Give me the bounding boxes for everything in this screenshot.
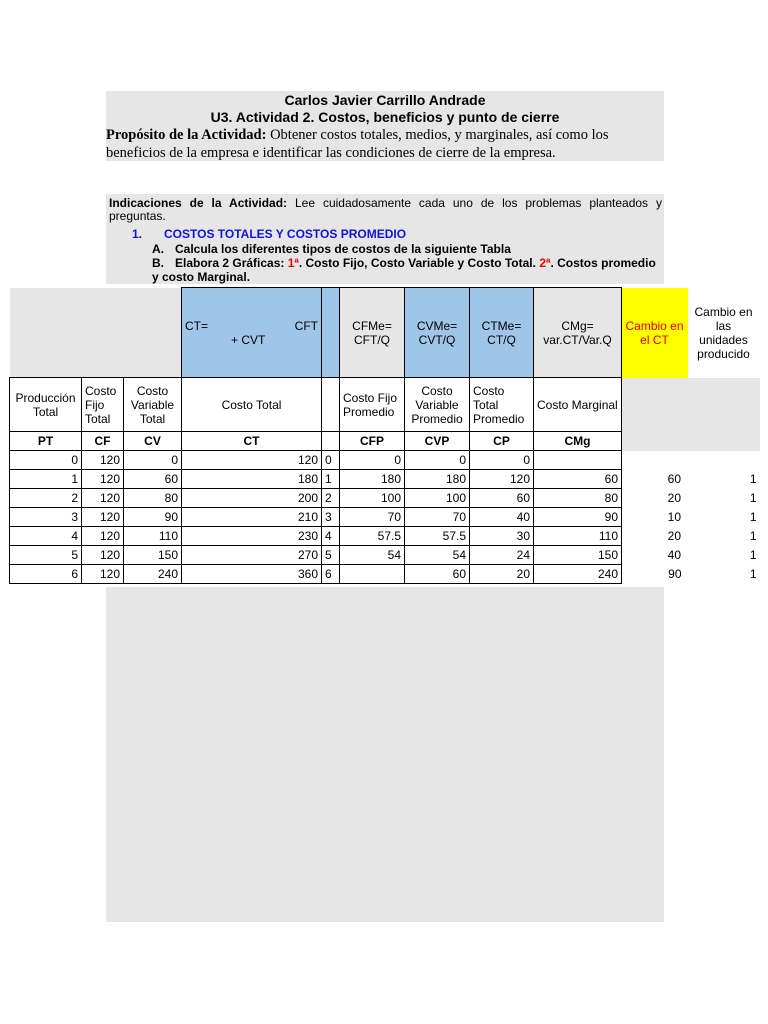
cell-q: 6 xyxy=(322,565,340,584)
cell-pt: 5 xyxy=(10,546,82,565)
cell-q: 4 xyxy=(322,527,340,546)
task-b-mid: . Costo Fijo, Costo Variable y Costo Total. xyxy=(298,256,540,270)
formula-ct-left: CT= xyxy=(185,318,209,333)
table-row xyxy=(10,470,760,489)
column-names-row xyxy=(10,378,760,432)
formula-ct-second: + CVT xyxy=(231,332,266,347)
blank-cell xyxy=(688,378,760,432)
cell-cambio-unidades: 1 xyxy=(749,510,757,524)
abbrev-row xyxy=(10,432,760,451)
cell-cambio-ct: 10 xyxy=(667,510,681,524)
col-name-blank xyxy=(322,378,340,432)
cell-cv: 150 xyxy=(124,546,182,565)
instructions-text: Lee cuidadosamente cada uno de los problemas planteados y preguntas. xyxy=(109,196,662,223)
cell-cambio-ct: 20 xyxy=(667,529,681,543)
cell-q: 2 xyxy=(322,489,340,508)
page-background-block xyxy=(106,587,664,922)
purpose-paragraph xyxy=(106,126,666,162)
cell-cambio-unidades xyxy=(688,451,760,470)
cell-cp: 24 xyxy=(470,546,534,565)
cell-cfp xyxy=(340,565,405,584)
cell-cfp: 54 xyxy=(340,546,405,565)
cell-cvp: 60 xyxy=(405,565,470,584)
cell-cmg: 240 xyxy=(534,565,622,584)
formula-cmg: CMg= var.CT/Var.Q xyxy=(534,288,622,378)
cell-cambio-unidades: 1 xyxy=(749,491,757,505)
task-b-letter: B. xyxy=(152,256,164,270)
cell-cmg: 150 xyxy=(534,546,622,565)
cell-q: 1 xyxy=(322,470,340,489)
cell-ct: 180 xyxy=(182,470,322,489)
cell-cv: 60 xyxy=(124,470,182,489)
cell-cfp: 180 xyxy=(340,470,405,489)
section-title: COSTOS TOTALES Y COSTOS PROMEDIO xyxy=(164,227,407,241)
cell-ct: 230 xyxy=(182,527,322,546)
cell-pt: 1 xyxy=(10,470,82,489)
abbrev-cmg: CMg xyxy=(534,432,622,451)
cell-q: 3 xyxy=(322,508,340,527)
cell-cambio-unidades: 1 xyxy=(749,472,757,486)
formula-empty-cell xyxy=(10,288,82,378)
table-row xyxy=(10,565,760,584)
task-b-post: . Costos promedio y costo Marginal. xyxy=(152,256,656,284)
table-row xyxy=(10,508,760,527)
col-name-ct: Costo Total xyxy=(182,378,322,432)
purpose-text: Obtener costos totales, medios, y marginales, así como los beneficios de la empresa e identificar las condiciones de cierre de la empresa. xyxy=(106,127,609,161)
cell-cvp: 0 xyxy=(405,451,470,470)
task-a-letter: A. xyxy=(152,242,164,256)
col-name-cfp: Costo Fijo Promedio xyxy=(340,378,405,432)
cost-table xyxy=(9,287,760,584)
task-b-num-2: 2ª xyxy=(539,256,551,270)
cell-cvp: 57.5 xyxy=(405,527,470,546)
cell-cv: 80 xyxy=(124,489,182,508)
instructions-paragraph xyxy=(109,197,662,223)
cell-cambio-ct: 20 xyxy=(667,491,681,505)
instructions-label: Indicaciones de la Actividad: xyxy=(109,196,288,210)
cell-pt: 4 xyxy=(10,527,82,546)
col-name-cf: Costo Fijo Total xyxy=(82,378,124,432)
cell-cambio-ct: 90 xyxy=(668,567,682,581)
cell-ct: 360 xyxy=(182,565,322,584)
formula-cvme: CVMe= CVT/Q xyxy=(405,288,470,378)
section-heading xyxy=(132,227,406,241)
col-name-cmg: Costo Marginal xyxy=(534,378,622,432)
cell-cp: 60 xyxy=(470,489,534,508)
cell-cv: 0 xyxy=(124,451,182,470)
cell-cfp: 0 xyxy=(340,451,405,470)
cell-pt: 3 xyxy=(10,508,82,527)
cell-cf: 120 xyxy=(82,470,124,489)
cell-cf: 120 xyxy=(82,565,124,584)
cell-cvp: 54 xyxy=(405,546,470,565)
cell-cvp: 100 xyxy=(405,489,470,508)
activity-title: U3. Actividad 2. Costos, beneficios y punto de cierre xyxy=(210,109,560,125)
cell-cambio-ct: 40 xyxy=(667,548,681,562)
cell-cvp: 180 xyxy=(405,470,470,489)
cell-q: 5 xyxy=(322,546,340,565)
blank-cell xyxy=(622,378,688,432)
cell-cp: 40 xyxy=(470,508,534,527)
task-a-text: Calcula los diferentes tipos de costos de la siguiente Tabla xyxy=(175,242,511,256)
cell-ct: 270 xyxy=(182,546,322,565)
cell-cmg: 60 xyxy=(534,470,622,489)
col-name-cp: Costo Total Promedio xyxy=(470,378,534,432)
cell-cp: 120 xyxy=(470,470,534,489)
cell-cmg: 80 xyxy=(534,489,622,508)
col-name-pt: Producción Total xyxy=(10,378,82,432)
task-b-pre: Elabora 2 Gráficas: xyxy=(175,256,288,270)
cell-pt: 6 xyxy=(10,565,82,584)
abbrev-cp: CP xyxy=(470,432,534,451)
cell-cmg: 90 xyxy=(534,508,622,527)
formula-ct xyxy=(182,288,322,378)
abbrev-cvp: CVP xyxy=(405,432,470,451)
table-row xyxy=(10,489,760,508)
cell-cfp: 57.5 xyxy=(340,527,405,546)
cell-cp: 0 xyxy=(470,451,534,470)
table-row xyxy=(10,451,760,470)
col-name-cv: Costo Variable Total xyxy=(124,378,182,432)
purpose-label: Propósito de la Actividad: xyxy=(106,127,267,143)
cell-ct: 210 xyxy=(182,508,322,527)
cell-cambio-unidades: 1 xyxy=(749,548,757,562)
section-number: 1. xyxy=(132,227,143,241)
cell-q: 0 xyxy=(322,451,340,470)
abbrev-cf: CF xyxy=(82,432,124,451)
cell-cp: 30 xyxy=(470,527,534,546)
blank-cell xyxy=(622,432,688,451)
abbrev-cfp: CFP xyxy=(340,432,405,451)
cell-cvp: 70 xyxy=(405,508,470,527)
task-a xyxy=(152,242,511,256)
table-body xyxy=(10,451,760,584)
cell-cambio-unidades: 1 xyxy=(749,529,757,543)
table-row xyxy=(10,527,760,546)
cell-cambio-ct: 60 xyxy=(667,472,681,486)
formula-empty-cell xyxy=(124,288,182,378)
table-row xyxy=(10,546,760,565)
cell-cf: 120 xyxy=(82,546,124,565)
cell-pt: 0 xyxy=(10,451,82,470)
formula-empty-cell xyxy=(322,288,340,378)
cell-cf: 120 xyxy=(82,527,124,546)
formula-cfme: CFMe= CFT/Q xyxy=(340,288,405,378)
cell-cf: 120 xyxy=(82,508,124,527)
formula-row xyxy=(10,288,760,378)
abbrev-blank xyxy=(322,432,340,451)
abbrev-cv: CV xyxy=(124,432,182,451)
blank-cell xyxy=(688,432,760,451)
col-name-cvp: Costo Variable Promedio xyxy=(405,378,470,432)
cell-cambio-unidades: 1 xyxy=(749,567,757,581)
cell-pt: 2 xyxy=(10,489,82,508)
abbrev-ct: CT xyxy=(182,432,322,451)
cell-cv: 90 xyxy=(124,508,182,527)
task-b xyxy=(152,256,662,284)
formula-ctme: CTMe= CT/Q xyxy=(470,288,534,378)
cell-cambio-ct xyxy=(622,451,688,470)
cell-ct: 200 xyxy=(182,489,322,508)
cell-cv: 110 xyxy=(124,527,182,546)
formula-ct-line1 xyxy=(185,319,318,333)
cell-cp: 20 xyxy=(470,565,534,584)
cell-cv: 240 xyxy=(124,565,182,584)
formula-ct-right: CFT xyxy=(294,318,318,333)
author-name: Carlos Javier Carrillo Andrade xyxy=(284,92,486,108)
cell-cfp: 70 xyxy=(340,508,405,527)
cell-cmg: 110 xyxy=(534,527,622,546)
cell-cmg xyxy=(534,451,622,470)
cell-cf: 120 xyxy=(82,489,124,508)
task-b-num-1: 1ª xyxy=(287,256,299,270)
cambio-ct-header: Cambio en el CT xyxy=(622,288,688,378)
cell-cf: 120 xyxy=(82,451,124,470)
formula-empty-cell xyxy=(82,288,124,378)
cell-cfp: 100 xyxy=(340,489,405,508)
cell-ct: 120 xyxy=(182,451,322,470)
abbrev-pt: PT xyxy=(10,432,82,451)
cambio-unidades-header: Cambio en las unidades producido xyxy=(694,304,753,361)
